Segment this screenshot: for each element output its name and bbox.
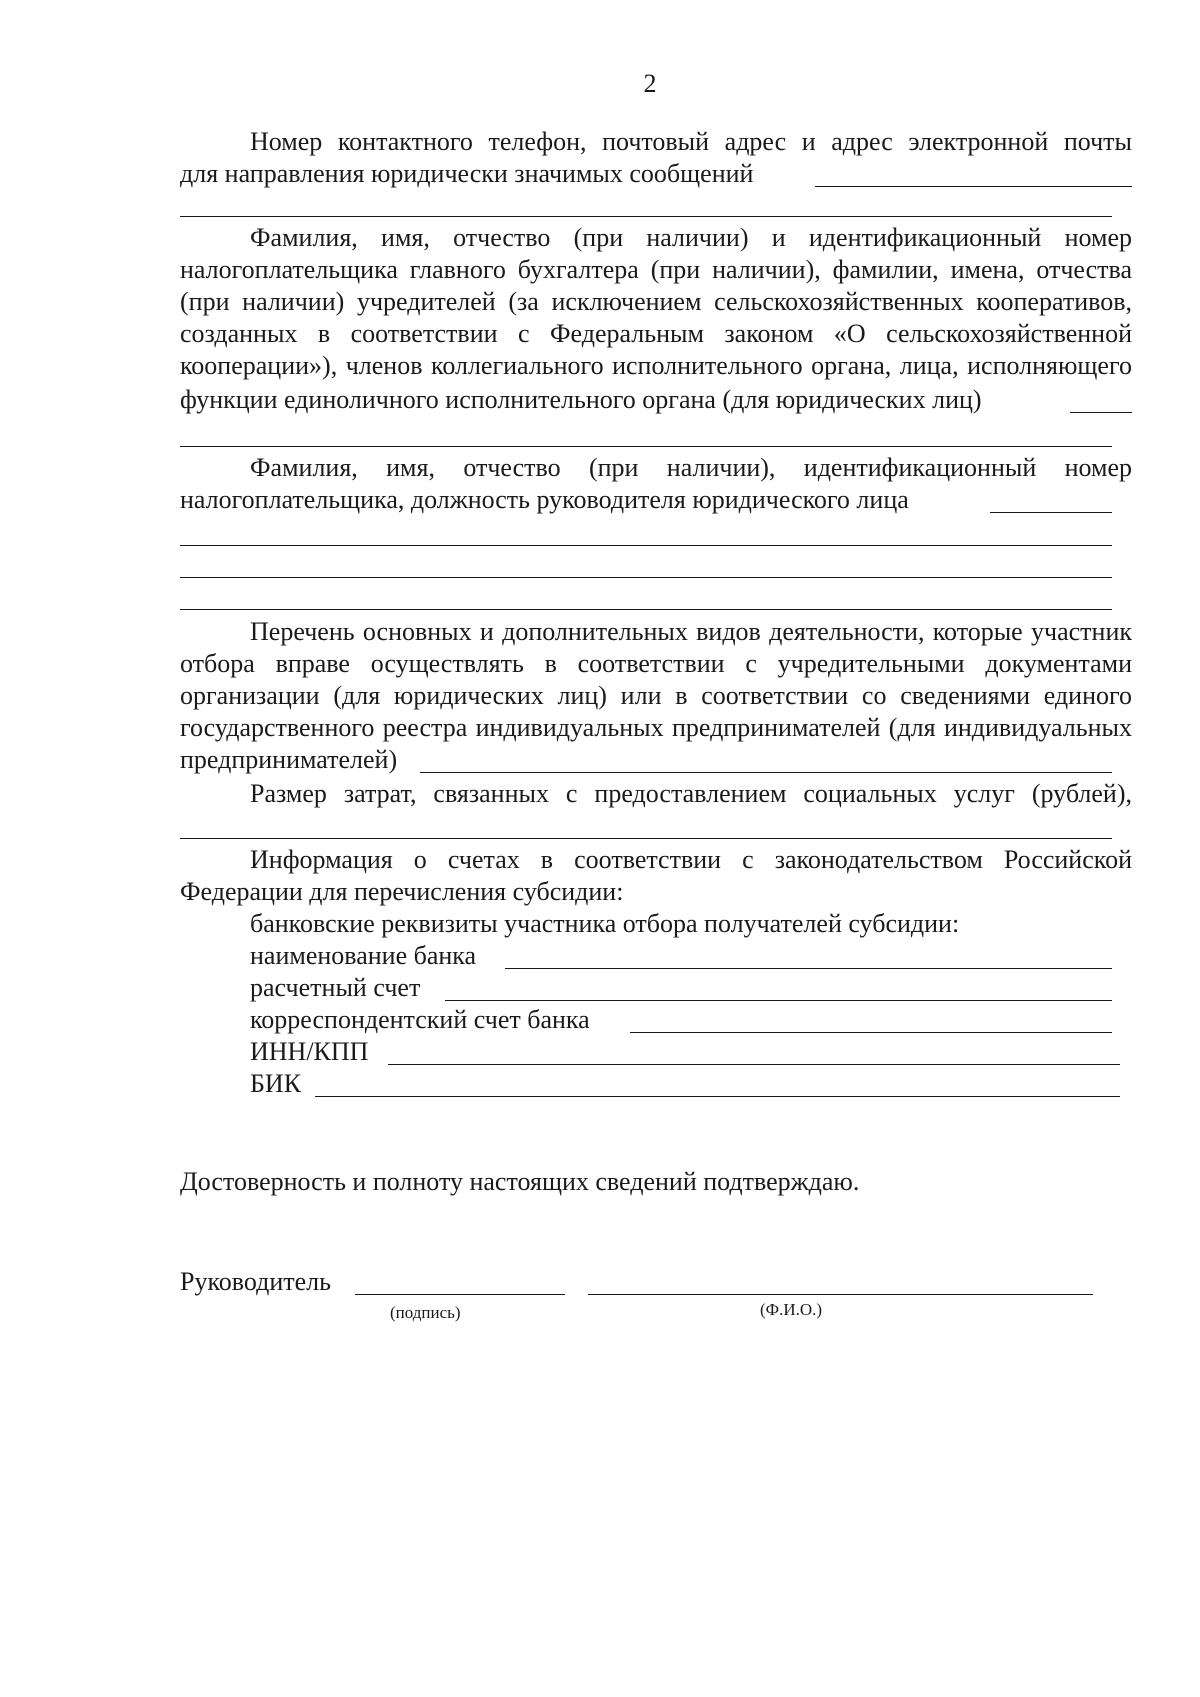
founders-fill-line-1[interactable] (1070, 412, 1132, 413)
head-fill-line-1[interactable] (990, 512, 1112, 513)
founders-line-1: Фамилия, имя, отчество (при наличии) и идентификационный номер (250, 223, 1132, 252)
bik-label: БИК (250, 1069, 302, 1098)
founders-line-2: налогоплательщика главного бухгалтера (при наличии), фамилии, имена, отчества (180, 255, 1132, 284)
accounts-line-1: Информация о счетах в соответствии с законодательством Российской (250, 845, 1132, 874)
activities-line-3: организации (для юридических лиц) или в соответствии со сведениями единого (180, 681, 1132, 710)
signature-role-label: Руководитель (180, 1267, 331, 1296)
inn-kpp-field[interactable] (388, 1064, 1120, 1065)
bank-details-heading: банковские реквизиты участника отбора получателей субсидии: (250, 909, 960, 938)
confirmation-statement: Достоверность и полноту настоящих сведений подтверждаю. (180, 1167, 860, 1196)
contact-fill-line-1[interactable] (815, 186, 1132, 187)
founders-line-5: кооперации»), членов коллегиального исполнительного органа, лица, исполняющего (180, 351, 1132, 380)
contact-line-2: для направления юридически значимых сообщений (180, 159, 754, 188)
name-field[interactable] (588, 1294, 1093, 1295)
founders-line-3: (при наличии) учредителей (за исключением сельскохозяйственных кооперативов, (180, 287, 1132, 316)
head-line-1: Фамилия, имя, отчество (при наличии), идентификационный номер (250, 453, 1132, 482)
settlement-account-field[interactable] (445, 1000, 1112, 1001)
head-line-2: налогоплательщика, должность руководителя юридического лица (180, 485, 909, 514)
founders-line-4: созданных в соответствии с Федеральным законом «О сельскохозяйственной (180, 319, 1132, 348)
costs-fill-line[interactable] (180, 838, 1112, 839)
activities-line-5: предпринимателей) (180, 745, 398, 774)
founders-line-6: функции единоличного исполнительного органа (для юридических лиц) (180, 385, 982, 414)
activities-line-1: Перечень основных и дополнительных видов деятельности, которые участник (250, 617, 1132, 646)
head-fill-line-4[interactable] (180, 609, 1112, 610)
signature-field[interactable] (355, 1294, 565, 1295)
bank-name-label: наименование банка (250, 941, 477, 970)
contact-fill-line-2[interactable] (180, 216, 1112, 217)
head-fill-line-2[interactable] (180, 545, 1112, 546)
accounts-line-2: Федерации для перечисления субсидии: (180, 877, 624, 906)
activities-fill-line[interactable] (420, 772, 1112, 773)
activities-line-2: отбора вправе осуществлять в соответствии с учредительными документами (180, 649, 1132, 678)
bank-name-field[interactable] (505, 968, 1112, 969)
correspondent-account-field[interactable] (630, 1032, 1112, 1033)
settlement-account-label: расчетный счет (250, 973, 421, 1002)
bik-field[interactable] (315, 1096, 1120, 1097)
founders-fill-line-2[interactable] (180, 446, 1112, 447)
signature-caption: (подпись) (390, 1303, 461, 1322)
costs-line: Размер затрат, связанных с предоставлением социальных услуг (рублей), (250, 779, 1132, 808)
correspondent-account-label: корреспондентский счет банка (250, 1005, 590, 1034)
contact-line-1: Номер контактного телефон, почтовый адрес и адрес электронной почты (250, 127, 1132, 156)
activities-line-4: государственного реестра индивидуальных предпринимателей (для индивидуальных (180, 713, 1132, 742)
page-number: 2 (643, 69, 657, 98)
name-caption: (Ф.И.О.) (760, 1300, 823, 1319)
inn-kpp-label: ИНН/КПП (250, 1037, 369, 1066)
head-fill-line-3[interactable] (180, 577, 1112, 578)
